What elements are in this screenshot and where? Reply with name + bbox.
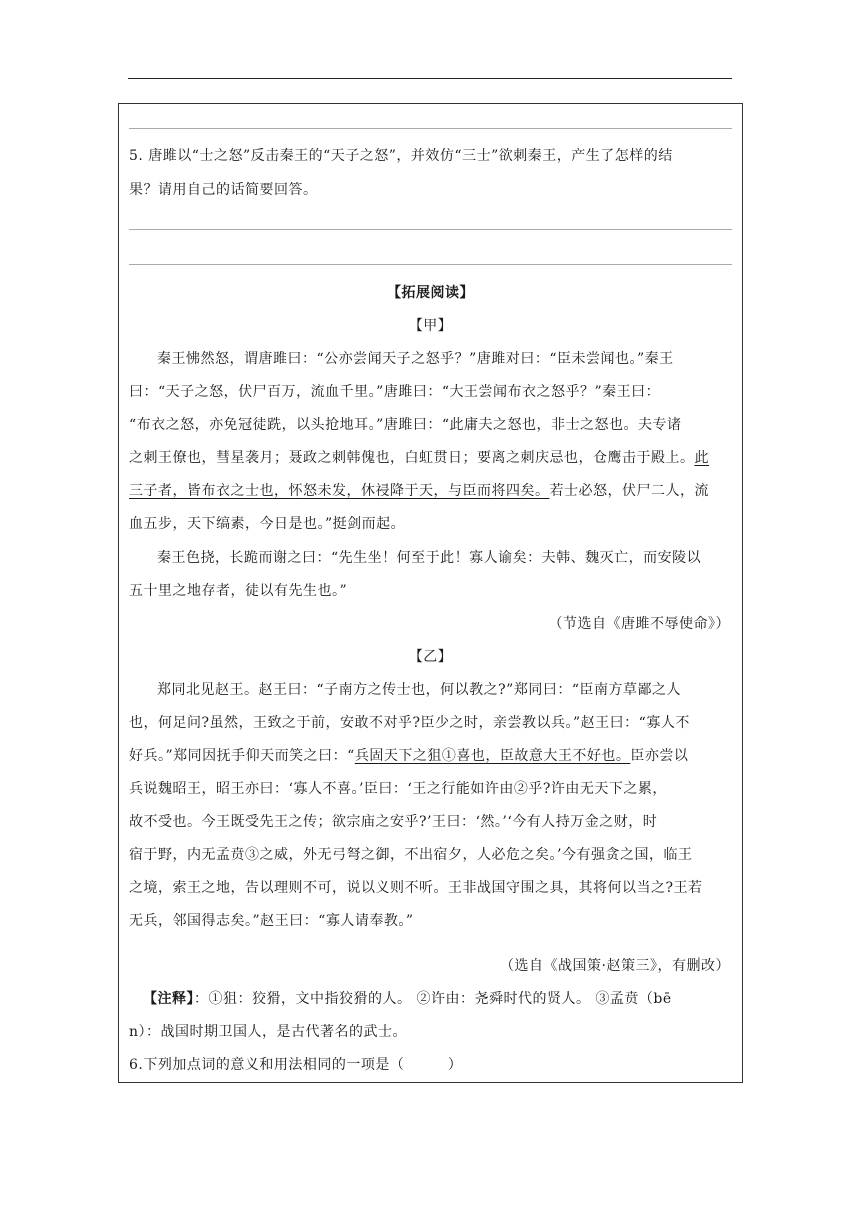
passage-yi-line: 兵说魏昭王，昭王亦曰：‘寡人不喜。’臣曰：‘王之行能如许由②乎?许由无天下之累， (129, 781, 667, 797)
page-header-rule (128, 78, 732, 79)
underlined-sentence: 三子者，皆布衣之士也，怀怒未发，休祲降于天，与臣而将四矣。 (129, 483, 550, 499)
answer-line (129, 128, 732, 129)
notes-line: n）：战国时期卫国人，是古代著名的武士。 (129, 1024, 408, 1040)
passage-yi-line: 无兵，邻国得志矣。”赵王曰：“寡人请奉教。” (129, 913, 414, 929)
notes-label: 【注释】 (143, 991, 194, 1007)
question-5-line1: 5. 唐雎以“士之怒”反击秦王的“天子之怒”，并效仿“三士”欲刺秦王，产生了怎样的结 (129, 148, 673, 164)
question-5-line2: 果？请用自己的话简要回答。 (129, 182, 318, 198)
notes-text: ：①狙：狡猾，文中指狡猾的人。 ②许由：尧舜时代的贤人。 ③孟贲（bē (194, 991, 672, 1007)
answer-line (129, 264, 732, 265)
content-frame (118, 103, 743, 1083)
passage-yi-text: 臣亦尝以 (630, 748, 689, 764)
passage-yi-line: 之境，索王之地，告以理则不可，说以义则不听。王非战国守围之具，其将何以当之?王若 (129, 880, 703, 896)
passage-yi-text: 好兵。”郑同因抚手仰天而笑之曰：“ (129, 748, 355, 764)
passage-jia-line: 秦王怫然怒，谓唐雎曰：“公亦尝闻天子之怒乎？”唐雎对曰：“臣未尝闻也。”秦王 (157, 351, 674, 367)
passage-jia-line: 五十里之地存者，徒以有先生也。” (129, 583, 348, 599)
passage-jia-text: 若士必怒，伏尸二人，流 (549, 483, 709, 499)
answer-line (129, 229, 732, 230)
passage-yi-line (129, 746, 730, 766)
section-title: 【拓展阅读】 (387, 285, 474, 301)
passage-yi-heading: 【乙】 (408, 649, 453, 665)
passage-yi-line: 也，何足问?虽然，王致之于前，安敢不对乎?臣少之时，亲尝教以兵。”赵王曰：“寡人不 (129, 715, 690, 731)
underlined-sentence: 此 (694, 450, 709, 466)
passage-yi-line: 宿于野，内无孟贲③之威，外无弓弩之御，不出宿夕，人必危之矣。’今有强贪之国，临王 (129, 847, 693, 863)
notes-line (129, 989, 730, 1009)
passage-jia-line: 曰：“天子之怒，伏尸百万，流血千里。”唐雎曰：“大王尝闻布衣之怒乎？”秦王曰： (129, 384, 661, 400)
question-6: 6.下列加点词的意义和用法相同的一项是（ ） (129, 1057, 463, 1073)
passage-jia-line: 秦王色挠，长跪而谢之曰：“先生坐！何至于此！寡人谕矣：夫韩、魏灭亡，而安陵以 (157, 550, 702, 566)
passage-yi-line: 故不受也。今王既受先王之传；欲宗庙之安乎?’王曰：‘然。’‘今有人持万金之财，时 (129, 814, 658, 830)
passage-jia-source: （节选自《唐雎不辱使命》） (548, 616, 730, 632)
passage-jia-line: 血五步，天下缟素，今日是也。”挺剑而起。 (129, 516, 406, 532)
passage-jia-line (129, 481, 730, 501)
passage-jia-heading: 【甲】 (408, 318, 453, 334)
passage-yi-source: （选自《战国策·赵策三》，有删改） (500, 958, 730, 974)
passage-jia-line: “布衣之怒，亦免冠徒跣，以头抢地耳。”唐雎曰：“此庸夫之怒也，非士之怒也。夫专诸 (129, 417, 682, 433)
passage-jia-text: 之刺王僚也，彗星袭月；聂政之刺韩傀也，白虹贯日；要离之刺庆忌也，仓鹰击于殿上。 (129, 450, 695, 466)
passage-jia-line (129, 448, 730, 468)
underlined-sentence: 兵固天下之狙①喜也，臣故意大王不好也。 (354, 748, 631, 764)
passage-yi-line: 郑同北见赵王。赵王曰：“子南方之传士也，何以教之?”郑同曰：“臣南方草鄙之人 (157, 682, 681, 698)
